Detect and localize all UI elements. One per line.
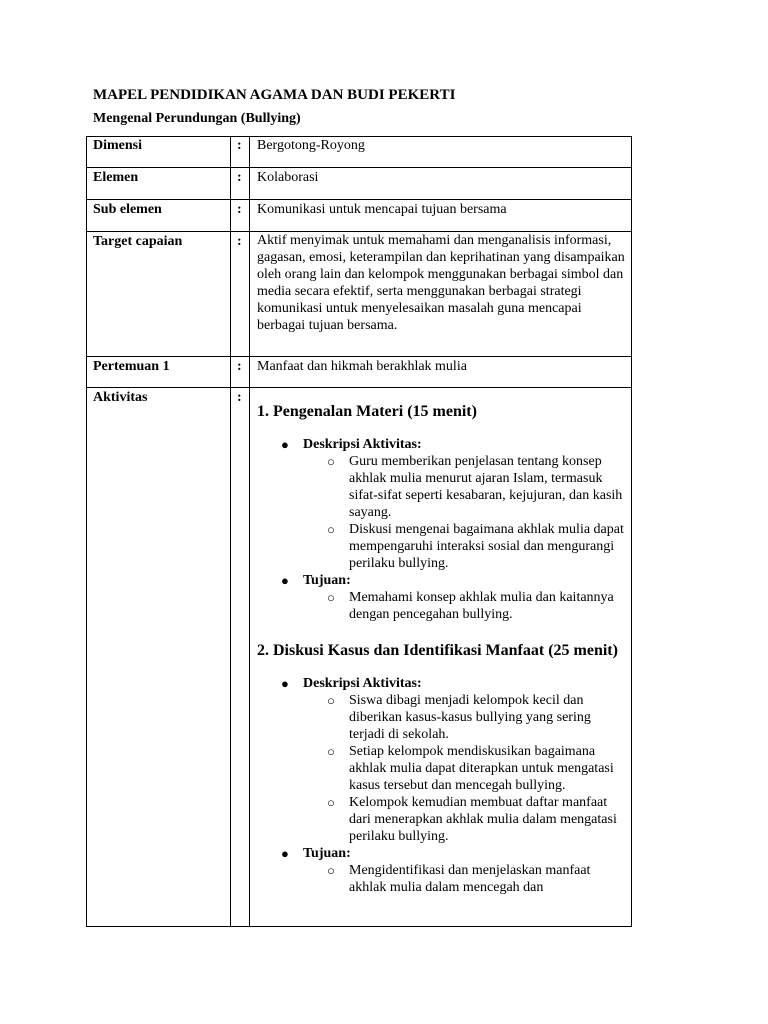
table-row-divider bbox=[86, 356, 632, 357]
circle-bullet-icon: ○ bbox=[327, 744, 335, 759]
bullet-icon: ● bbox=[281, 846, 289, 861]
list-item bbox=[303, 453, 627, 521]
list-item bbox=[303, 743, 627, 794]
activity-section bbox=[257, 402, 627, 623]
row-value-dimensi: Bergotong-Royong bbox=[257, 138, 365, 153]
list-item bbox=[303, 692, 627, 743]
row-colon: : bbox=[237, 390, 242, 405]
row-colon: : bbox=[237, 202, 242, 217]
page-subtitle: Mengenal Perundungan (Bullying) bbox=[93, 111, 301, 126]
table-divider bbox=[230, 136, 231, 926]
sub-list bbox=[303, 692, 627, 845]
sub-item-text: Diskusi mengenai bagaimana akhlak mulia dapat mempengaruhi interaksi sosial dan mengurangi perilaku bullying. bbox=[349, 522, 624, 571]
row-label-aktivitas: Aktivitas bbox=[93, 390, 148, 405]
bullet-title: Deskripsi Aktivitas: bbox=[303, 676, 422, 691]
circle-bullet-icon: ○ bbox=[327, 522, 335, 537]
circle-bullet-icon: ○ bbox=[327, 863, 335, 878]
circle-bullet-icon: ○ bbox=[327, 590, 335, 605]
activity-section bbox=[257, 641, 627, 896]
sub-list bbox=[303, 453, 627, 572]
sub-list bbox=[303, 862, 627, 896]
row-label-dimensi: Dimensi bbox=[93, 138, 142, 153]
row-colon: : bbox=[237, 359, 242, 374]
row-value-elemen: Kolaborasi bbox=[257, 170, 319, 185]
sub-item-text: Setiap kelompok mendiskusikan bagaimana akhlak mulia dapat diterapkan untuk mengatasi kasus tersebut dan mencegah bullying. bbox=[349, 744, 614, 793]
table-row-divider bbox=[86, 167, 632, 168]
row-label-pertemuan: Pertemuan 1 bbox=[93, 359, 170, 374]
bullet-icon: ● bbox=[281, 676, 289, 691]
table-bottom-border bbox=[86, 926, 632, 927]
bullet-icon: ● bbox=[281, 573, 289, 588]
sub-item-text: Memahami konsep akhlak mulia dan kaitannya dengan pencegahan bullying. bbox=[349, 590, 614, 622]
row-label-sub-elemen: Sub elemen bbox=[93, 202, 162, 217]
bullet-list bbox=[257, 436, 627, 623]
list-item bbox=[257, 675, 627, 845]
circle-bullet-icon: ○ bbox=[327, 693, 335, 708]
circle-bullet-icon: ○ bbox=[327, 454, 335, 469]
row-value-target-capaian: Aktif menyimak untuk memahami dan menganalisis informasi, gagasan, emosi, keterampilan dan keprihatinan yang disampaikan oleh orang lain dan kelompok menggunakan berbagai simbol dan media secara efektif, serta menggunakan berbagai strategi komunikasi untuk menyelesaikan masalah guna mencapai berbagai tujuan bersama. bbox=[257, 233, 625, 333]
row-value-pertemuan: Manfaat dan hikmah berakhlak mulia bbox=[257, 359, 467, 374]
activity-heading: 2. Diskusi Kasus dan Identifikasi Manfaat (25 menit) bbox=[257, 642, 618, 659]
circle-bullet-icon: ○ bbox=[327, 795, 335, 810]
page-title: MAPEL PENDIDIKAN AGAMA DAN BUDI PEKERTI bbox=[93, 87, 456, 103]
table-row-divider bbox=[86, 387, 632, 388]
row-colon: : bbox=[237, 170, 242, 185]
sub-item-text: Kelompok kemudian membuat daftar manfaat dari menerapkan akhlak mulia dalam mengatasi perilaku bullying. bbox=[349, 795, 617, 844]
list-item bbox=[303, 521, 627, 572]
activities-content bbox=[257, 402, 627, 896]
bullet-list bbox=[257, 675, 627, 896]
list-item bbox=[257, 436, 627, 572]
list-item bbox=[303, 794, 627, 845]
sub-item-text: Guru memberikan penjelasan tentang konsep akhlak mulia menurut ajaran Islam, termasuk sifat-sifat seperti kesabaran, kejujuran, dan kasih sayang. bbox=[349, 454, 623, 520]
table-divider bbox=[249, 136, 250, 926]
row-colon: : bbox=[237, 234, 242, 249]
bullet-title: Deskripsi Aktivitas: bbox=[303, 437, 422, 452]
table-row-divider bbox=[86, 199, 632, 200]
row-value-sub-elemen: Komunikasi untuk mencapai tujuan bersama bbox=[257, 202, 507, 217]
sub-item-text: Siswa dibagi menjadi kelompok kecil dan diberikan kasus-kasus bullying yang sering terjadi di sekolah. bbox=[349, 693, 591, 742]
row-label-target-capaian: Target capaian bbox=[93, 234, 183, 249]
list-item bbox=[303, 862, 627, 896]
activity-heading: 1. Pengenalan Materi (15 menit) bbox=[257, 403, 477, 420]
bullet-title: Tujuan: bbox=[303, 846, 351, 861]
row-label-elemen: Elemen bbox=[93, 170, 139, 185]
bullet-icon: ● bbox=[281, 437, 289, 452]
list-item bbox=[257, 572, 627, 623]
list-item bbox=[303, 589, 627, 623]
bullet-title: Tujuan: bbox=[303, 573, 351, 588]
sub-item-text: Mengidentifikasi dan menjelaskan manfaat akhlak mulia dalam mencegah dan bbox=[349, 863, 591, 895]
sub-list bbox=[303, 589, 627, 623]
list-item bbox=[257, 845, 627, 896]
row-colon: : bbox=[237, 138, 242, 153]
